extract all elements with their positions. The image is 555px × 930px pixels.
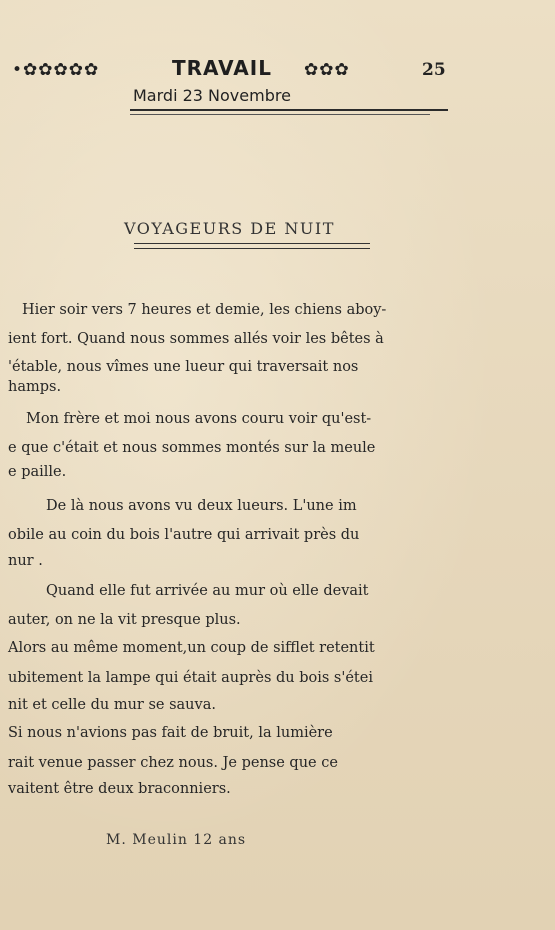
story-line: ient fort. Quand nous sommes allés voir les bêtes à: [8, 331, 384, 347]
story-line: e que c'était et nous sommes montés sur la meule: [8, 440, 376, 456]
story-line: obile au coin du bois l'autre qui arrivait près du: [8, 527, 360, 543]
story-line: 'étable, nous vîmes une lueur qui traversait nos: [8, 359, 359, 375]
page-number: 25: [422, 60, 446, 80]
story-line: De là nous avons vu deux lueurs. L'une im: [46, 498, 357, 514]
story-line: nit et celle du mur se sauva.: [8, 697, 216, 713]
story-line: vaitent être deux braconniers.: [8, 781, 231, 797]
author-signature: M. Meulin 12 ans: [106, 832, 247, 848]
date-line: Mardi 23 Novembre: [133, 86, 291, 105]
ornament-right: ✿✿✿: [304, 60, 350, 80]
story-line: hamps.: [8, 379, 62, 395]
story-line: Si nous n'avions pas fait de bruit, la lumière: [8, 725, 333, 741]
story-line: Quand elle fut arrivée au mur où elle devait: [46, 583, 369, 599]
story-line: nur .: [8, 553, 43, 569]
story-line: e paille.: [8, 464, 67, 480]
story-title: VOYAGEURS DE NUIT: [124, 219, 335, 238]
story-line: auter, on ne la vit presque plus.: [8, 612, 241, 628]
journal-title: TRAVAIL: [172, 56, 272, 80]
story-line: Alors au même moment,un coup de sifflet retentit: [8, 640, 375, 656]
ornament-left: •✿✿✿✿✿: [12, 60, 100, 80]
story-line: ubitement la lampe qui était auprès du bois s'étei: [8, 670, 373, 686]
story-line: rait venue passer chez nous. Je pense que ce: [8, 755, 338, 771]
story-line: Hier soir vers 7 heures et demie, les chiens aboy-: [22, 302, 387, 318]
story-line: Mon frère et moi nous avons couru voir qu'est-: [26, 411, 372, 427]
